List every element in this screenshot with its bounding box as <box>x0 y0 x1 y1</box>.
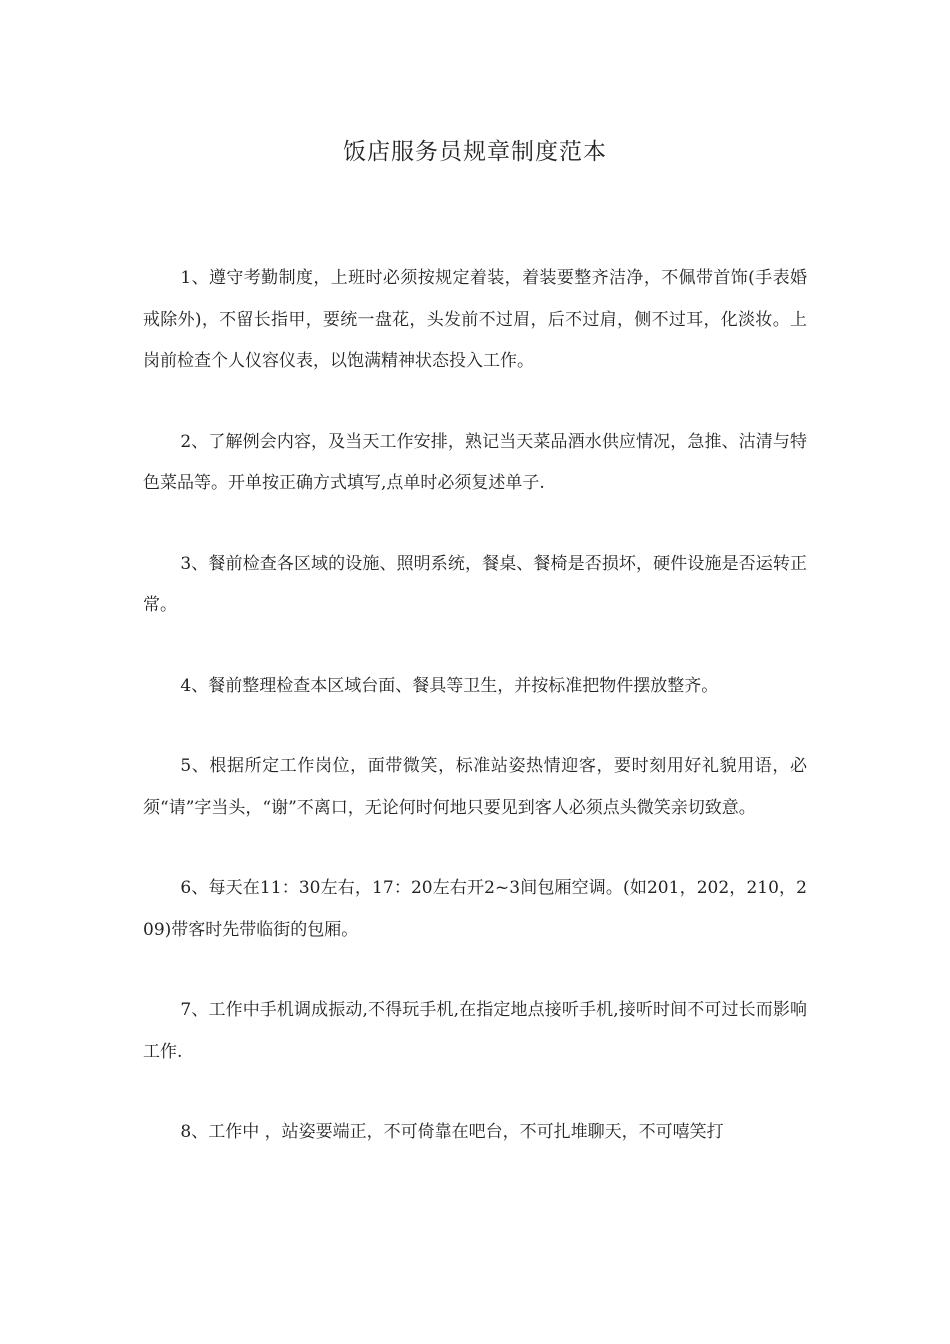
rule-paragraph-8: 8、工作中 ，站姿要端正，不可倚靠在吧台，不可扎堆聊天，不可嘻笑打 <box>180 1122 724 1142</box>
rule-paragraph-6: 6、每天在11：30左右，17：20左右开2~3间包厢空调。(如201，202，210，209)带客时先带临街的包厢。 <box>143 878 807 940</box>
rule-paragraph-3: 3、餐前检查各区域的设施、照明系统，餐桌、餐椅是否损坏，硬件设施是否运转正常。 <box>143 553 807 615</box>
rule-paragraph-4: 4、餐前整理检查本区域台面、餐具等卫生，并按标准把物件摆放整齐。 <box>180 675 719 696</box>
rule-paragraph-2: 2、了解例会内容，及当天工作安排，熟记当天菜品酒水供应情况，急推、沽清与特色菜品等。开单按正确方式填写,点单时必须复述单子. <box>143 431 807 493</box>
rule-paragraph-1: 1、遵守考勤制度，上班时必须按规定着装，着装要整齐洁净，不佩带首饰(手表婚戒除外)，不留长指甲，要统一盘花，头发前不过眉，后不过肩，侧不过耳，化淡妆。上岗前检查个人仪容仪表，以饱满精神状态投入工作。 <box>143 268 807 371</box>
rule-paragraph-5: 5、根据所定工作岗位，面带微笑，标准站姿热情迎客，要时刻用好礼貌用语，必须“请”字当头，“谢”不离口，无论何时何地只要见到客人必须点头微笑亲切致意。 <box>143 756 807 818</box>
rule-paragraph-7: 7、工作中手机调成振动,不得玩手机,在指定地点接听手机,接听时间不可过长而影响工作. <box>143 1000 807 1062</box>
document-body <box>143 258 807 1193</box>
document-title: 饭店服务员规章制度范本 <box>343 139 607 165</box>
